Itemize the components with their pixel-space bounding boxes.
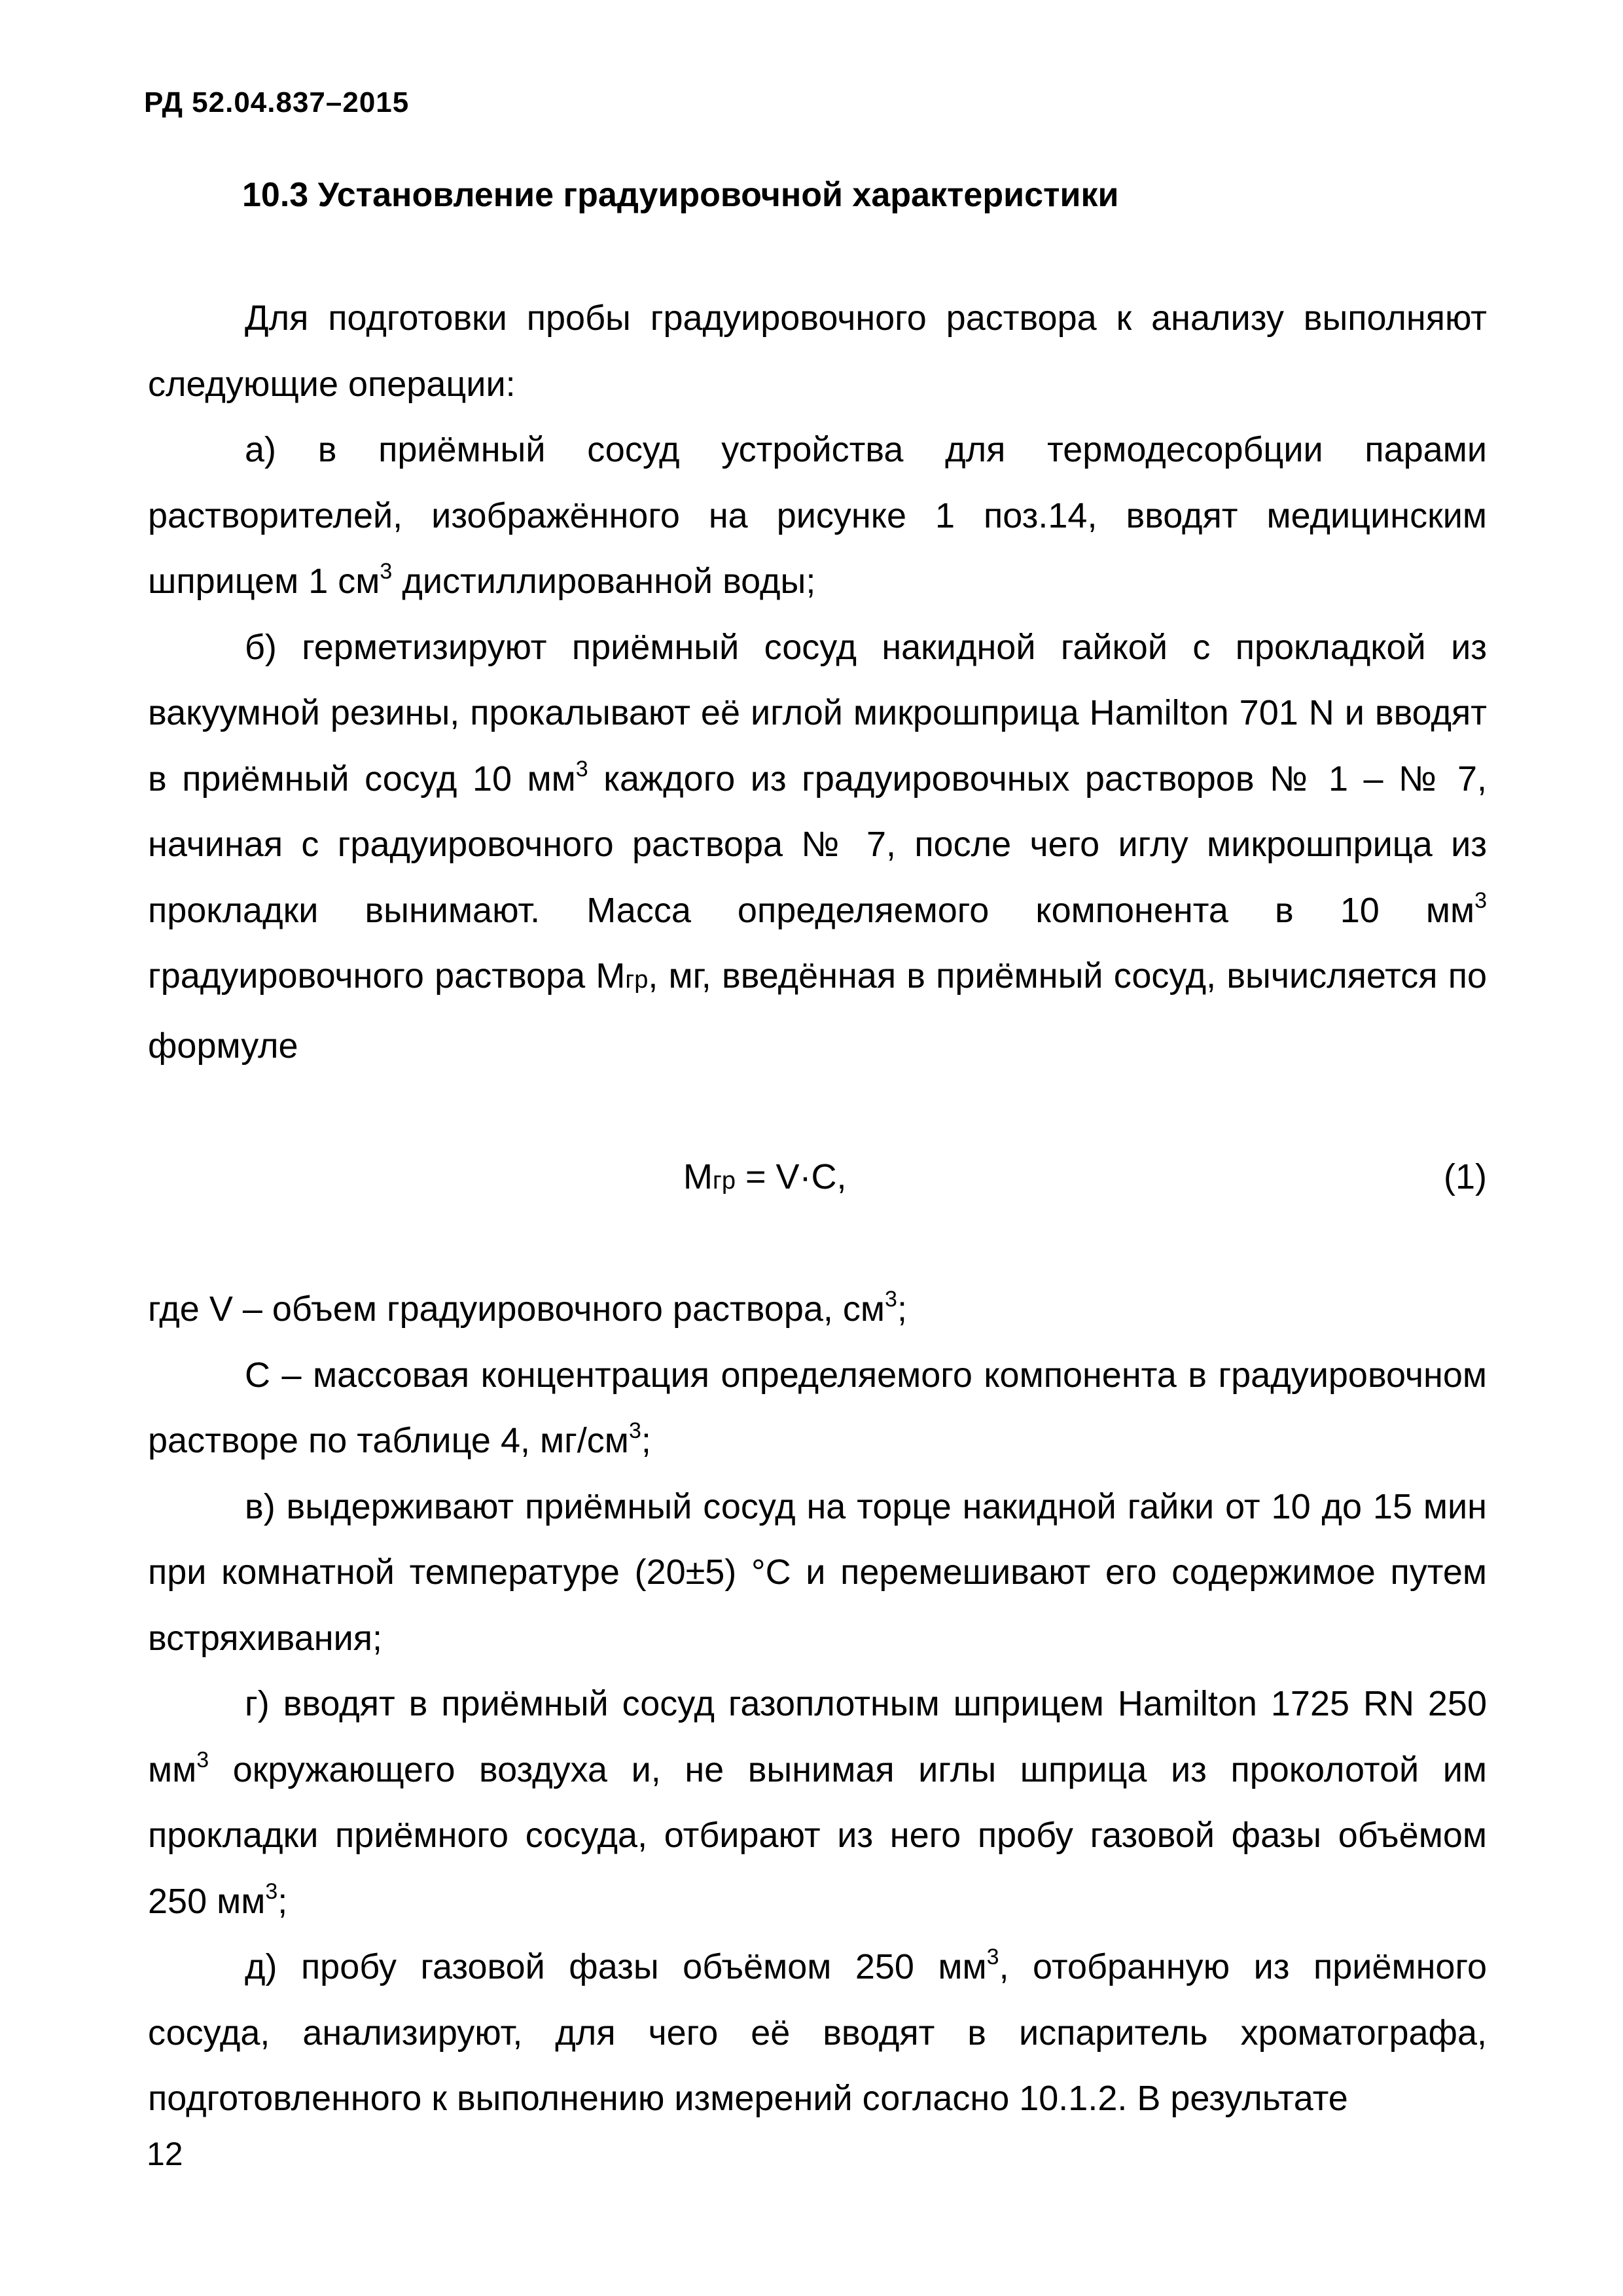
superscript: 3: [575, 756, 588, 781]
paragraph-item-v: [148, 1474, 1487, 1672]
item-v-text: в) выдерживают приёмный сосуд на торце накидной гайки от 10 до 15 мин при комнатной температуре (20±5) °С и перемешивают его содержимое путем встряхивания;: [148, 1486, 1487, 1658]
page-number: 12: [147, 2136, 183, 2172]
subscript: гр: [625, 966, 649, 994]
definition-c-text: C – массовая концентрация определяемого компонента в градуировочном растворе по таблице 4, мг/см: [148, 1355, 1487, 1460]
superscript: 3: [196, 1747, 209, 1772]
item-g-text-3: ;: [277, 1881, 288, 1921]
item-d-text-2: , отобранную из приёмного сосуда, анализируют, для чего её вводят в испаритель хроматографа, подготовленного к выполнению измерений согласно 10.1.2. В результате: [148, 1947, 1487, 2118]
paragraph-item-b: [148, 615, 1487, 1079]
superscript: 3: [628, 1418, 641, 1443]
superscript: 3: [265, 1878, 278, 1904]
definition-v-text: где V – объем градуировочного раствора, см: [148, 1289, 885, 1329]
item-b-text-2: каждого из градуировочных растворов № 1 – № 7, начиная с градуировочного раствора № 7, после чего иглу микрошприца из прокладки вынимают. Масса определяемого компонента в 10 мм: [148, 759, 1487, 930]
document-body: [148, 285, 1487, 2132]
item-b-text-1: б) герметизируют приёмный сосуд накидной гайкой с прокладкой из вакуумной резины, прокалывают её иглой микрошприца Hamilton 701 N и вводят в приёмный сосуд 10 мм: [148, 627, 1487, 798]
section-title: 10.3 Установление градуировочной характеристики: [242, 176, 1119, 214]
definition-c-end: ;: [641, 1421, 651, 1460]
superscript: 3: [885, 1287, 897, 1312]
paragraph-intro-text: Для подготовки пробы градуировочного раствора к анализу выполняют следующие операции:: [148, 298, 1487, 404]
item-a-text-end: дистиллированной воды;: [392, 562, 816, 601]
formula-block: [148, 1079, 1487, 1276]
paragraph-intro: [148, 285, 1487, 417]
formula-number: (1): [1444, 1157, 1487, 1196]
document-header: РД 52.04.837–2015: [144, 86, 410, 118]
formula-subscript: гр: [712, 1167, 736, 1194]
superscript: 3: [380, 559, 393, 584]
item-g-text-1: г) вводят в приёмный сосуд газоплотным шприцем Hamilton 1725 RN 250 мм: [148, 1684, 1487, 1789]
item-a-text: а) в приёмный сосуд устройства для термодесорбции парами растворителей, изображённого на рисунке 1 поз.14, вводят медицинским шприцем 1 см: [148, 430, 1487, 601]
paragraph-item-g: [148, 1671, 1487, 1934]
definition-v-end: ;: [897, 1289, 907, 1329]
item-g-text-2: окружающего воздуха и, не вынимая иглы шприца из проколотой им прокладки приёмного сосуда, отбирают из него пробу газовой фазы объёмом 250 мм: [148, 1749, 1487, 1921]
formula-rest: = V·C,: [735, 1157, 847, 1196]
definition-v: [148, 1276, 1487, 1342]
item-b-text-4: , мг, введённая в приёмный сосуд, вычисляется по формуле: [148, 956, 1487, 1066]
formula-symbol: М: [683, 1157, 713, 1196]
paragraph-item-d: [148, 1934, 1487, 2132]
formula: [683, 1144, 847, 1213]
superscript: 3: [1474, 888, 1487, 913]
item-d-text-1: д) пробу газовой фазы объёмом 250 мм: [245, 1947, 987, 1986]
paragraph-item-a: [148, 417, 1487, 615]
definition-c: [148, 1342, 1487, 1474]
item-b-text-3: градуировочного раствора М: [148, 956, 626, 996]
superscript: 3: [986, 1945, 999, 1969]
